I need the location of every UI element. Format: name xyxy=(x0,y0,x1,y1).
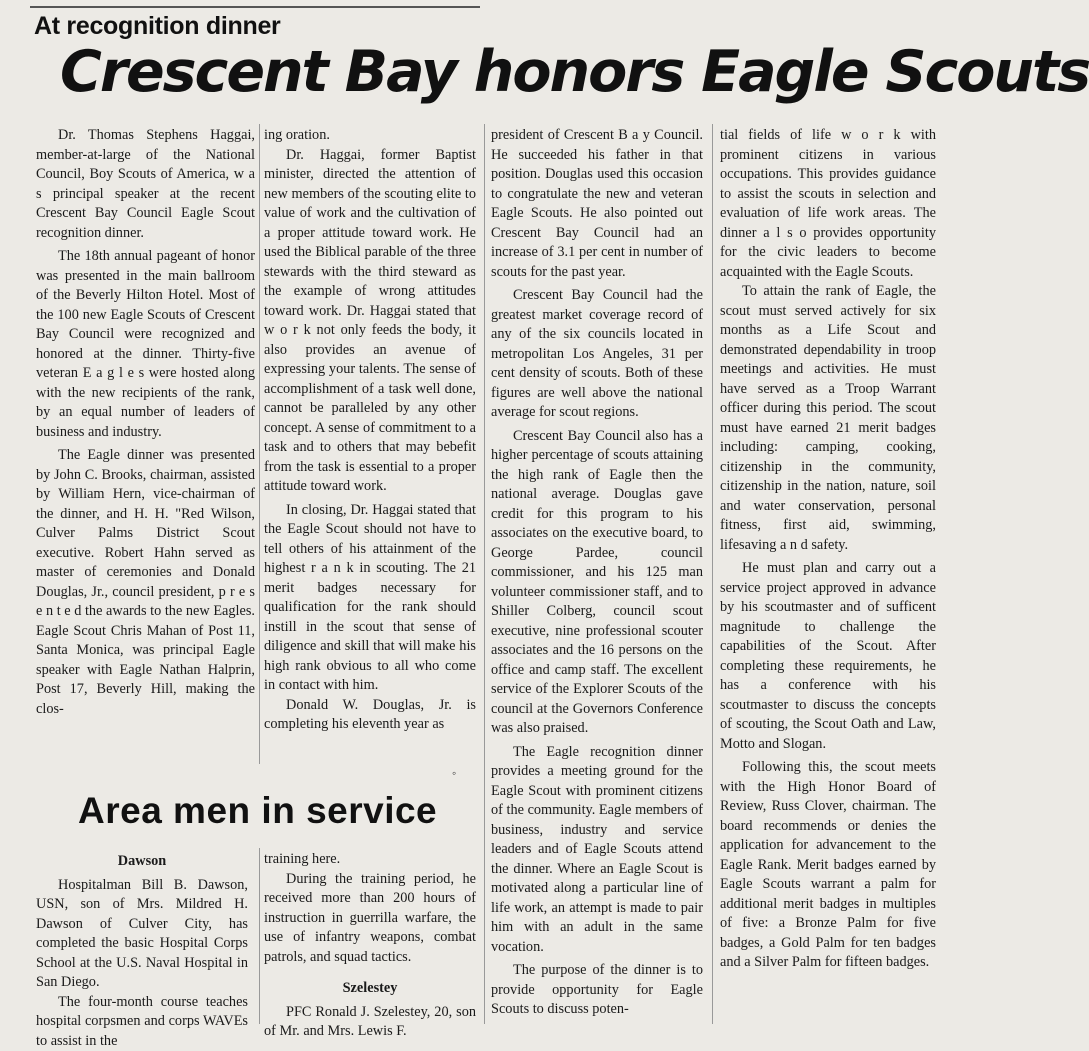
column-divider xyxy=(259,124,260,764)
service-column-2 xyxy=(264,850,476,1042)
paragraph: Hospitalman Bill B. Dawson, USN, son of Mrs. Mildred H. Dawson of Culver City, has completed the basic Hospital Corps School at the U.S. Naval Hospital in San Diego. xyxy=(36,876,248,993)
paragraph: Dr. Thomas Stephens Haggai, member-at-large of the National Council, Boy Scouts of America, w a s principal speaker at the recent Crescent Bay Council Eagle Scout recognition dinner. xyxy=(36,126,255,243)
article-column-3 xyxy=(491,126,703,1020)
service-headline: Area men in service xyxy=(78,790,437,832)
paragraph: He must plan and carry out a service project approved in advance by his scoutmaster and of sufficent magnitude to challenge the capabilities of the Scout. After completing these requirements, he has a conference with his scoutmaster to discuss the concepts of scouting, the Scout Oath and Law, Motto and Slogan. xyxy=(720,559,936,754)
paragraph: The Eagle dinner was presented by John C. Brooks, chairman, assisted by William Hern, vice-chairman of the dinner, and H. H. "Red Wilson, Culver Palms District Scout executive. Robert Hahn served as master of ceremonies and Donald Douglas, Jr., council president, p r e s e n t e d the awards to the new Eagles. Eagle Scout Chris Mahan of Post 11, Santa Monica, was principal Eagle speaker with Eagle Nathan Halprin, Post 17, Beverly Hill, making the clos- xyxy=(36,446,255,719)
paragraph: training here. xyxy=(264,850,476,870)
column-divider xyxy=(712,124,713,1024)
szelestey-subhead: Szelestey xyxy=(264,979,476,999)
article-kicker: At recognition dinner xyxy=(34,12,280,41)
article-column-4 xyxy=(720,126,936,973)
article-column-2 xyxy=(264,126,476,735)
paragraph: Dr. Haggai, former Baptist minister, directed the attention of new members of the scouting elite to value of work and the cultivation of a proper attitude toward work. He used the Biblical parable of the three stewards with the third steward as the example of wrong attitudes toward work. Dr. Haggai stated that w o r k not only feeds the body, it also provides an avenue of expressing your talents. The sense of accomplishment of a task well done, cannot be paralleled by any other concept. A sense of commitment to a task and to others that may bebefit from the task is essential to a proper attitude toward work. xyxy=(264,146,476,497)
paragraph: In closing, Dr. Haggai stated that the Eagle Scout should not have to tell others of his attainment of the highest r a n k in scouting. The 21 merit badges necessary for qualification for the rank should instill in the scout that sense of diligence and skill that will make his high rank obvious to all who come in contact with him. xyxy=(264,501,476,696)
top-rule xyxy=(30,6,480,8)
paragraph: president of Crescent B a y Council. He succeeded his father in that position. Douglas used this occasion to congratulate the new and veteran Eagle Scouts. He also pointed out Crescent Bay Council had an increase of 3.1 per cent in number of scouts for the past year. xyxy=(491,126,703,282)
paragraph: During the training period, he received more than 200 hours of instruction in guerrilla warfare, the use of infantry weapons, combat patrols, and squad tactics. xyxy=(264,870,476,968)
paragraph: The 18th annual pageant of honor was presented in the main ballroom of the Beverly Hilton Hotel. Most of the 100 new Eagle Scouts of Crescent Bay Council were recognized and honored at the dinner. Thirty-five veteran E a g l e s were hosted along with the new recipients of the rank, by an equal number of leaders of business and industry. xyxy=(36,247,255,442)
dawson-subhead: Dawson xyxy=(36,852,248,872)
print-speck: ◦ xyxy=(452,766,456,781)
paragraph: Crescent Bay Council also has a higher percentage of scouts attaining the high rank of Eagle then the national average. Douglas gave credit for this program to his associates on the executive board, to George Pardee, council commissioner, and his 125 man volunteer commissioner staff, and to Shiller Colberg, council scout executive, nine professional scouter associates and the 16 persons on the office and camp staff. The excellent service of the Explorer Scouts of the council at the Governors Conference was also praised. xyxy=(491,427,703,739)
column-divider xyxy=(484,124,485,1024)
paragraph: The Eagle recognition dinner provides a meeting ground for the Eagle Scout with prominent citizens of the community. Eagle members of business, industry and service leaders and of Eagle Scouts attend the dinner. Where an Eagle Scout is motivated along a particular line of life work, an attempt is made to pair him with an adult in the same vocation. xyxy=(491,743,703,958)
paragraph: Following this, the scout meets with the High Honor Board of Review, Russ Clover, chairman. The board recommends or denies the application for advancement to the Eagle Rank. Merit badges earned by Eagle Scouts warrant a palm for additional merit badges in multiples of five: a Bronze Palm for five badges, a Gold Palm for ten badges and a Silver Palm for fifteen badges. xyxy=(720,758,936,973)
column-divider xyxy=(259,848,260,1024)
paragraph: PFC Ronald J. Szelestey, 20, son of Mr. and Mrs. Lewis F. xyxy=(264,1003,476,1042)
paragraph: tial fields of life w o r k with prominent citizens in various occupations. This provides guidance to assist the scouts in selection and evaluation of life work areas. The dinner a l s o provides opportunity for the civic leaders to become acquainted with the Eagle Scouts. xyxy=(720,126,936,282)
paragraph: Crescent Bay Council had the greatest market coverage record of any of the six councils located in metropolitan Los Angeles, 31 per cent density of scouts. Both of these figures are well above the national average for scout regions. xyxy=(491,286,703,423)
article-column-1 xyxy=(36,126,255,719)
paragraph: ing oration. xyxy=(264,126,476,146)
paragraph: Donald W. Douglas, Jr. is completing his eleventh year as xyxy=(264,696,476,735)
paragraph: The four-month course teaches hospital corpsmen and corps WAVEs to assist in the xyxy=(36,993,248,1051)
paragraph: To attain the rank of Eagle, the scout must served actively for six months as a Life Scout and demonstrated dependability in troop meetings and activities. He must have served as a Troop Warrant officer during this period. The scout must have earned 21 merit badges including: camping, cooking, citizenship in the community, citizenship in the nation, nature, soil and water conservation, personal fitness, first aid, swimming, lifesaving a n d safety. xyxy=(720,282,936,555)
service-column-1 xyxy=(36,852,248,1051)
article-headline: Crescent Bay honors Eagle Scouts xyxy=(60,44,940,101)
paragraph: The purpose of the dinner is to provide opportunity for Eagle Scouts to discuss poten- xyxy=(491,961,703,1020)
